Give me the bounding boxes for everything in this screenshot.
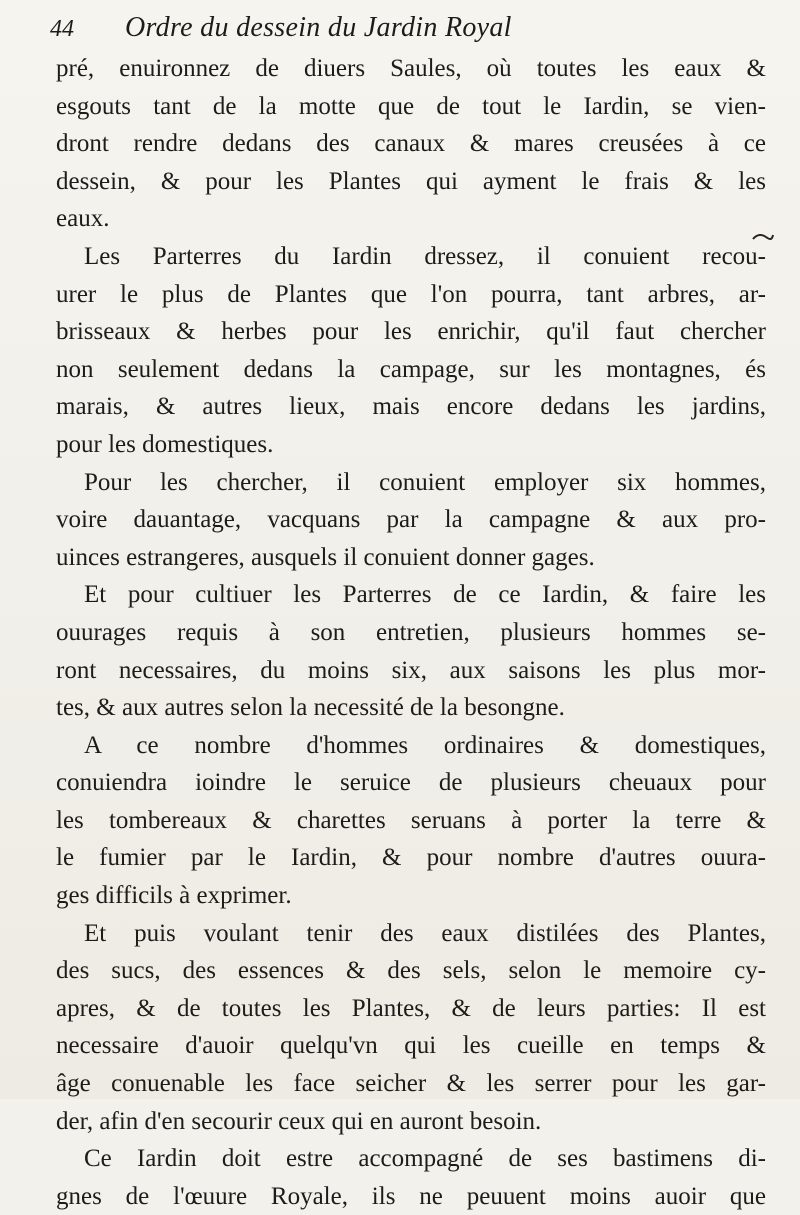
text-line: non seulement dedans la campage, sur les montagnes, és bbox=[56, 355, 766, 383]
text-line: conuiendra ioindre le seruice de plusieurs cheuaux pour bbox=[56, 769, 766, 797]
body-text bbox=[56, 50, 766, 1215]
text-line: des sucs, des essences & des sels, selon le memoire cy- bbox=[56, 957, 766, 985]
text-line: Les Parterres du Iardin dressez, il conuient recou- bbox=[84, 242, 766, 270]
text-line: urer le plus de Plantes que l'on pourra, tant arbres, ar- bbox=[56, 280, 766, 308]
text-line: Et puis voulant tenir des eaux distilées des Plantes, bbox=[84, 919, 766, 947]
text-line: Pour les chercher, il conuient employer six hommes, bbox=[84, 468, 766, 496]
text-line: pour les domestiques. bbox=[56, 430, 274, 458]
text-line: tes, & aux autres selon la necessité de la besongne. bbox=[56, 694, 565, 722]
text-line: le fumier par le Iardin, & pour nombre d'autres ouura- bbox=[56, 844, 766, 872]
text-line: ront necessaires, du moins six, aux saisons les plus mor- bbox=[56, 656, 766, 684]
text-line: eaux. bbox=[56, 205, 110, 233]
text-line: der, afin d'en secourir ceux qui en auront besoin. bbox=[56, 1107, 542, 1135]
text-line: ges difficils à exprimer. bbox=[56, 882, 292, 910]
text-line: voire dauantage, vacquans par la campagne & aux pro- bbox=[56, 506, 766, 534]
text-line: âge conuenable les face seicher & les serrer pour les gar- bbox=[56, 1070, 766, 1098]
text-line: brisseaux & herbes pour les enrichir, qu'il faut chercher bbox=[56, 318, 766, 346]
text-line: dront rendre dedans des canaux & mares creusées à ce bbox=[56, 130, 766, 158]
text-line: uinces estrangeres, ausquels il conuient donner gages. bbox=[56, 543, 595, 571]
text-line: necessaire d'auoir quelqu'vn qui les cueille en temps & bbox=[56, 1032, 766, 1060]
text-line: A ce nombre d'hommes ordinaires & domestiques, bbox=[84, 731, 766, 759]
text-line: marais, & autres lieux, mais encore dedans les jardins, bbox=[56, 393, 766, 421]
text-line: Et pour cultiuer les Parterres de ce Iardin, & faire les bbox=[84, 581, 766, 609]
text-line: ouurages requis à son entretien, plusieurs hommes se- bbox=[56, 618, 766, 646]
text-line: Ce Iardin doit estre accompagné de ses bastimens di- bbox=[84, 1145, 766, 1173]
text-line: esgouts tant de la motte que de tout le Iardin, se vien- bbox=[56, 92, 766, 120]
page-header bbox=[50, 8, 750, 48]
page-number: 44 bbox=[50, 16, 74, 42]
text-line: les tombereaux & charettes seruans à porter la terre & bbox=[56, 806, 766, 834]
text-line: gnes de l'œuure Royale, ils ne peuuent moins auoir que bbox=[56, 1182, 766, 1210]
text-line: pré, enuironnez de diuers Saules, où toutes les eaux & bbox=[56, 55, 766, 82]
text-line: apres, & de toutes les Plantes, & de leurs parties: Il est bbox=[56, 994, 766, 1022]
text-line: dessein, & pour les Plantes qui ayment le frais & les bbox=[56, 167, 766, 195]
running-head: Ordre du dessein du Jardin Royal bbox=[125, 12, 512, 43]
